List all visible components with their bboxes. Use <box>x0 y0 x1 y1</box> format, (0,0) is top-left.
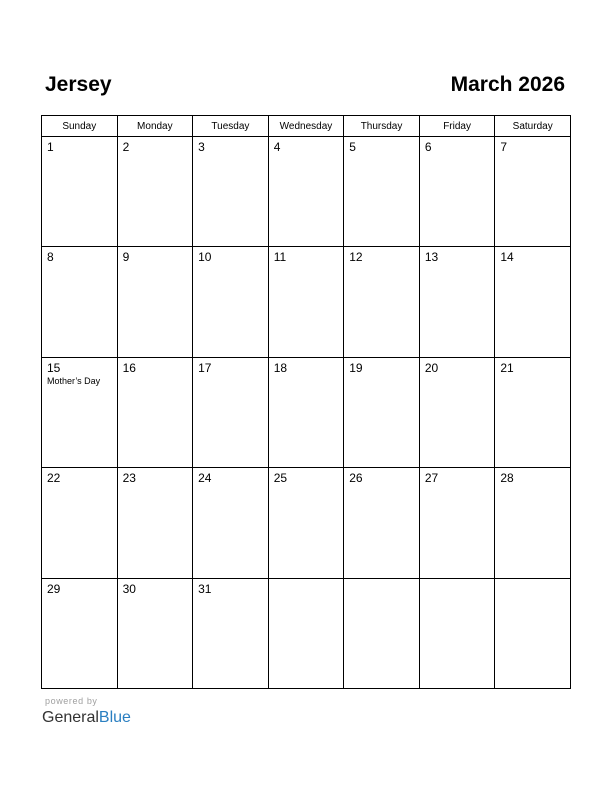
day-cell <box>117 578 193 688</box>
day-number: 9 <box>122 250 130 265</box>
day-cell <box>193 357 269 467</box>
weekday-header: Monday <box>117 116 193 137</box>
day-cell <box>419 357 495 467</box>
day-cell <box>344 468 420 578</box>
day-number: 22 <box>47 471 61 486</box>
day-number: 27 <box>424 471 439 486</box>
day-number: 7 <box>500 140 508 154</box>
day-cell <box>42 357 118 467</box>
weekday-header: Wednesday <box>268 116 344 137</box>
generalblue-logo[interactable] <box>42 708 131 728</box>
day-number: 20 <box>424 360 439 375</box>
region-title: Jersey <box>45 73 112 96</box>
day-cell <box>42 578 118 688</box>
day-cell <box>495 247 571 357</box>
day-cell <box>268 247 344 357</box>
day-number: 15 <box>47 360 61 375</box>
day-number: 3 <box>198 140 205 154</box>
day-number: 28 <box>500 471 514 486</box>
day-cell <box>419 468 495 578</box>
day-number: 16 <box>122 360 136 375</box>
day-cell <box>117 357 193 467</box>
day-cell <box>42 468 118 578</box>
day-number: 23 <box>122 471 136 486</box>
day-cell <box>193 468 269 578</box>
day-cell <box>42 137 118 247</box>
day-cell <box>344 137 420 247</box>
day-cell <box>419 578 495 688</box>
weekday-header: Thursday <box>344 116 420 137</box>
day-number: 1 <box>47 140 54 154</box>
week-row <box>42 357 571 467</box>
day-cell <box>193 137 269 247</box>
day-cell <box>495 357 571 467</box>
brand-general-text: General <box>42 709 99 726</box>
day-cell <box>117 468 193 578</box>
weekday-header: Friday <box>419 116 495 137</box>
day-cell <box>268 137 344 247</box>
day-number: 30 <box>122 581 136 596</box>
day-cell <box>495 468 571 578</box>
day-number: 31 <box>198 581 212 596</box>
day-number: 21 <box>500 360 514 375</box>
weekday-header: Tuesday <box>193 116 269 137</box>
calendar-grid <box>41 115 571 689</box>
day-number <box>420 579 495 582</box>
day-cell <box>117 137 193 247</box>
day-number: 24 <box>198 471 212 486</box>
day-number: 18 <box>273 360 288 375</box>
day-cell <box>117 247 193 357</box>
weekday-header-row <box>42 116 571 137</box>
day-cell <box>419 137 495 247</box>
day-number: 6 <box>424 140 432 154</box>
day-number: 25 <box>273 471 288 486</box>
day-cell <box>344 357 420 467</box>
day-number: 4 <box>273 140 281 154</box>
day-cell <box>42 247 118 357</box>
day-cell <box>419 247 495 357</box>
day-cell <box>344 578 420 688</box>
day-number <box>495 579 570 582</box>
day-number: 14 <box>500 250 514 265</box>
holiday-label: Mother’s Day <box>47 375 101 386</box>
day-number: 12 <box>349 250 363 265</box>
day-number: 5 <box>349 140 356 154</box>
month-title: March 2026 <box>450 73 565 96</box>
weekday-header: Saturday <box>495 116 571 137</box>
week-row <box>42 578 571 688</box>
week-row <box>42 137 571 247</box>
day-number: 13 <box>424 250 439 265</box>
day-cell <box>268 357 344 467</box>
day-number <box>344 579 419 582</box>
brand-blue-text: Blue <box>98 709 131 726</box>
week-row <box>42 468 571 578</box>
day-number: 29 <box>47 581 61 596</box>
day-cell <box>193 247 269 357</box>
day-number <box>269 579 344 582</box>
day-number: 2 <box>122 140 130 154</box>
day-number: 17 <box>198 360 212 375</box>
day-cell <box>268 468 344 578</box>
powered-by-text: powered by <box>45 696 98 706</box>
day-cell <box>495 578 571 688</box>
day-number: 26 <box>349 471 363 486</box>
day-number: 19 <box>349 360 363 375</box>
day-number: 10 <box>198 250 212 265</box>
day-cell <box>193 578 269 688</box>
week-row <box>42 247 571 357</box>
day-number: 8 <box>47 250 54 265</box>
day-cell <box>268 578 344 688</box>
weekday-header: Sunday <box>42 116 118 137</box>
footer-branding <box>42 696 131 728</box>
day-number: 11 <box>273 250 287 265</box>
day-cell <box>344 247 420 357</box>
day-cell <box>495 137 571 247</box>
